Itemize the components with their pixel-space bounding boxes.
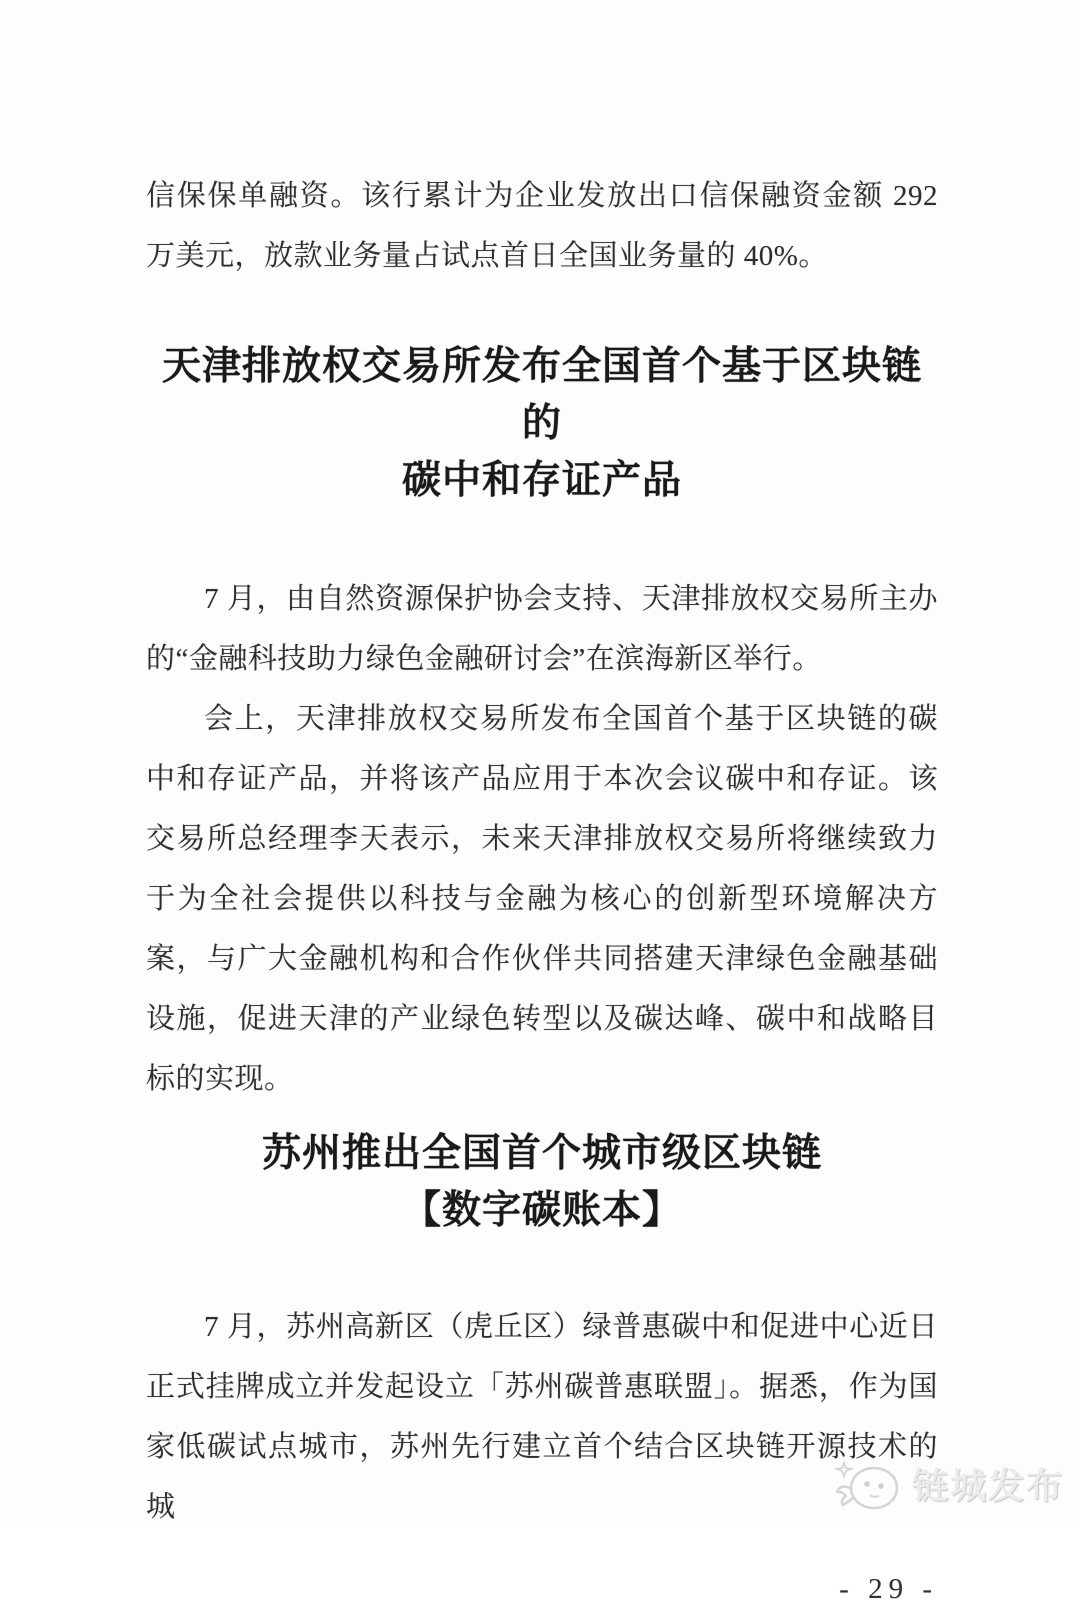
section-title-line: 碳中和存证产品 (401, 459, 682, 502)
section-title-line: 【数字碳账本】 (401, 1189, 682, 1232)
chat-bubble-mascot-icon (834, 1454, 904, 1512)
body-paragraph: 7 月，由自然资源保护协会支持、天津排放权交易所主办的“金融科技助力绿色金融研讨会”在滨海新区举行。 (146, 583, 938, 675)
body-paragraph-continuation: 信保保单融资。该行累计为企业发放出口信保融资金额 292 万美元，放款业务量占试点首日全国业务量的 40%。 (146, 180, 938, 272)
section-title-line: 天津排放权交易所发布全国首个基于区块链的 (161, 345, 922, 445)
watermark (834, 1454, 1064, 1512)
section-title-line: 苏州推出全国首个城市级区块链 (261, 1132, 822, 1175)
body-paragraph: 会上，天津排放权交易所发布全国首个基于区块链的碳中和存证产品，并将该产品应用于本次会议碳中和存证。该交易所总经理李天表示，未来天津排放权交易所将继续致力于为全社会提供以科技与金融为核心的创新型环境解决方案，与广大金融机构和合作伙伴共同搭建天津绿色金融基础设施，促进天津的产业绿色转型以及碳达峰、碳中和战略目标的实现。 (146, 703, 938, 1095)
body-paragraph: 7 月，苏州高新区（虎丘区）绿普惠碳中和促进中心近日正式挂牌成立并发起设立「苏州碳普惠联盟」。据悉，作为国家低碳试点城市，苏州先行建立首个结合区块链开源技术的城 (146, 1311, 938, 1523)
page-number: - 29 - (839, 1573, 938, 1605)
section-title-suzhou (146, 1125, 938, 1239)
watermark-label: 链城发布 (911, 1464, 1064, 1506)
section-title-tianjin (146, 338, 938, 509)
